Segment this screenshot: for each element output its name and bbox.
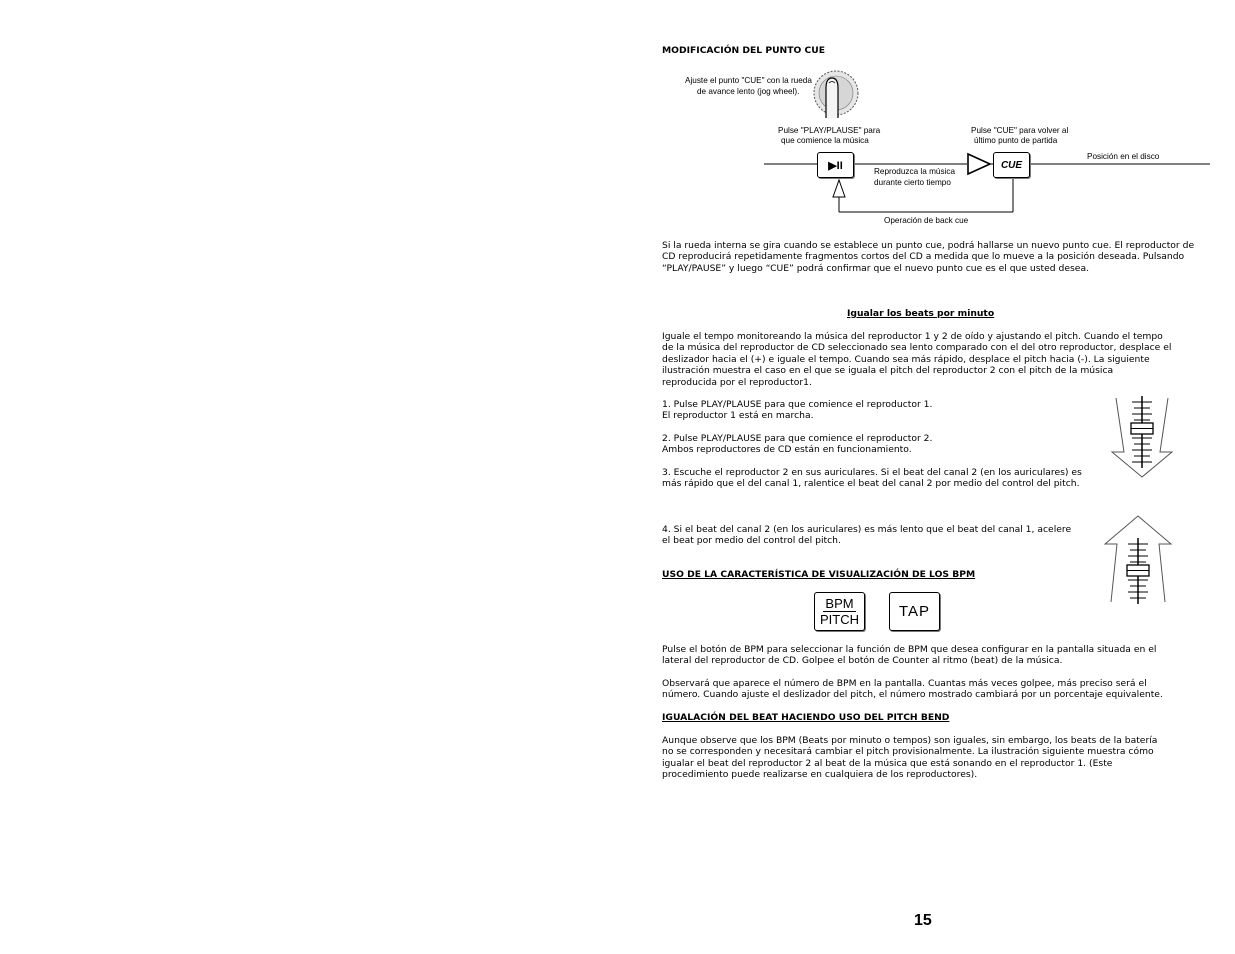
text-line: Si la rueda interna se gira cuando se establece un punto cue, podrá hallarse un nuevo punto cue. El reproductor de	[662, 240, 1195, 251]
beats-step-1	[662, 399, 1182, 422]
text-line: El reproductor 1 está en marcha.	[662, 410, 814, 422]
reproduce-label-line1: Reproduzca la música	[874, 167, 956, 176]
jog-wheel-finger-icon	[814, 71, 858, 118]
text-line: 4. Si el beat del canal 2 (en los auriculares) es más lento que el beat del canal 1, acelere	[662, 524, 1072, 535]
beats-section-title: Igualar los beats por minuto	[847, 308, 995, 319]
text-line: 1. Pulse PLAY/PLAUSE para que comience el reproductor 1.	[662, 399, 933, 410]
text-line: Ambos reproductores de CD están en funcionamiento.	[662, 444, 912, 456]
text-line: no se corresponden y necesitará cambiar el pitch provisionalmente. La ilustración siguiente muestra cómo	[662, 746, 1154, 758]
text-line: número. Cuando ajuste el deslizador del pitch, el número mostrado cambiará por un porcentaje equivalente.	[662, 689, 1163, 701]
pitch-bend-paragraph	[662, 735, 1182, 781]
text-line: 3. Escuche el reproductor 2 en sus auriculares. Si el beat del canal 2 (en los auriculares) es	[662, 467, 1082, 478]
bpm-paragraph-2	[662, 678, 1182, 701]
play-label-line2: que comience la música	[781, 136, 869, 145]
jog-label-line2: de avance lento (jog wheel).	[697, 87, 800, 96]
text-line: reproducida por el reproductor1.	[662, 376, 812, 388]
tap-button[interactable]: TAP	[889, 592, 940, 631]
pitch-slider-up-arrow-icon	[1103, 514, 1173, 606]
bpm-pitch-button[interactable]	[814, 592, 865, 631]
beats-step-2	[662, 433, 1182, 456]
play-label-line1: Pulse "PLAY/PLAUSE" para	[778, 126, 881, 135]
bpm-button-label: BPM	[825, 596, 854, 611]
disc-position-label: Posición en el disco	[1087, 152, 1160, 161]
text-line: deslizador hacia el (+) e iguale el tempo. Cuando sea más rápido, desplace el pitch hacia (-). La siguiente	[662, 353, 1150, 365]
pitch-bend-section-title: IGUALACIÓN DEL BEAT HACIENDO USO DEL PITCH BEND	[662, 712, 950, 723]
text-line: Aunque observe que los BPM (Beats por minuto o tempos) son iguales, sin embargo, los beats de la batería	[662, 735, 1158, 746]
pitch-slider-down-arrow-icon	[1110, 394, 1176, 480]
beats-step-3	[662, 467, 1182, 490]
cue-section-title: MODIFICACIÓN DEL PUNTO CUE	[662, 45, 825, 56]
pitch-button-label: PITCH	[820, 612, 859, 627]
text-line: 2. Pulse PLAY/PLAUSE para que comience el reproductor 2.	[662, 433, 933, 444]
play-pause-button[interactable]: ▶II	[817, 152, 854, 178]
cue-label-line2: último punto de partida	[974, 136, 1058, 145]
text-line: igualar el beat del reproductor 2 al beat de la música que está sonando en el reproductor 1. (Este	[662, 757, 1113, 769]
text-line: Pulse el botón de BPM para seleccionar la función de BPM que desea configurar en la pantalla situada en el	[662, 644, 1157, 655]
bpm-section-title: USO DE LA CARACTERÍSTICA DE VISUALIZACIÓN DE LOS BPM	[662, 569, 976, 580]
text-line: “PLAY/PAUSE” y luego “CUE” podrá confirmar que el nuevo punto cue es el que usted desea.	[662, 262, 1090, 274]
text-line: más rápido que el del canal 1, ralentice el beat del canal 2 por medio del control del pitch.	[662, 478, 1080, 490]
beats-intro	[662, 331, 1182, 388]
text-line: ilustración muestra el caso en el que se iguala el pitch del reproductor 2 con el pitch de la música	[662, 365, 1114, 377]
page-number: 15	[914, 912, 932, 929]
cue-button[interactable]: CUE	[993, 152, 1030, 178]
cue-flow-diagram-lines	[760, 66, 1220, 232]
back-cue-label: Operación de back cue	[884, 216, 969, 225]
bpm-paragraph-1	[662, 644, 1182, 667]
cue-paragraph	[662, 240, 1195, 274]
text-line: Iguale el tempo monitoreando la música del reproductor 1 y 2 de oído y ajustando el pitch. Cuando el tempo	[662, 331, 1163, 342]
text-line: CD reproducirá repetidamente fragmentos cortos del CD a medida que lo mueve a la posición deseada. Pulsando	[662, 251, 1185, 263]
jog-label-line1: Ajuste el punto "CUE" con la rueda	[685, 76, 812, 85]
text-line: Observará que aparece el número de BPM en la pantalla. Cuantas más veces golpee, más preciso será el	[662, 678, 1147, 689]
text-line: el beat por medio del control del pitch.	[662, 535, 841, 547]
text-line: lateral del reproductor de CD. Golpee el botón de Counter al ritmo (beat) de la música.	[662, 655, 1063, 667]
text-line: de la música del reproductor de CD seleccionado sea lento comparado con el del otro reproductor, desplace el	[662, 342, 1172, 354]
cue-label-line1: Pulse "CUE" para volver al	[971, 126, 1069, 135]
text-line: procedimiento puede realizarse en cualquiera de los reproductores).	[662, 769, 978, 781]
reproduce-label-line2: durante cierto tiempo	[874, 178, 951, 187]
